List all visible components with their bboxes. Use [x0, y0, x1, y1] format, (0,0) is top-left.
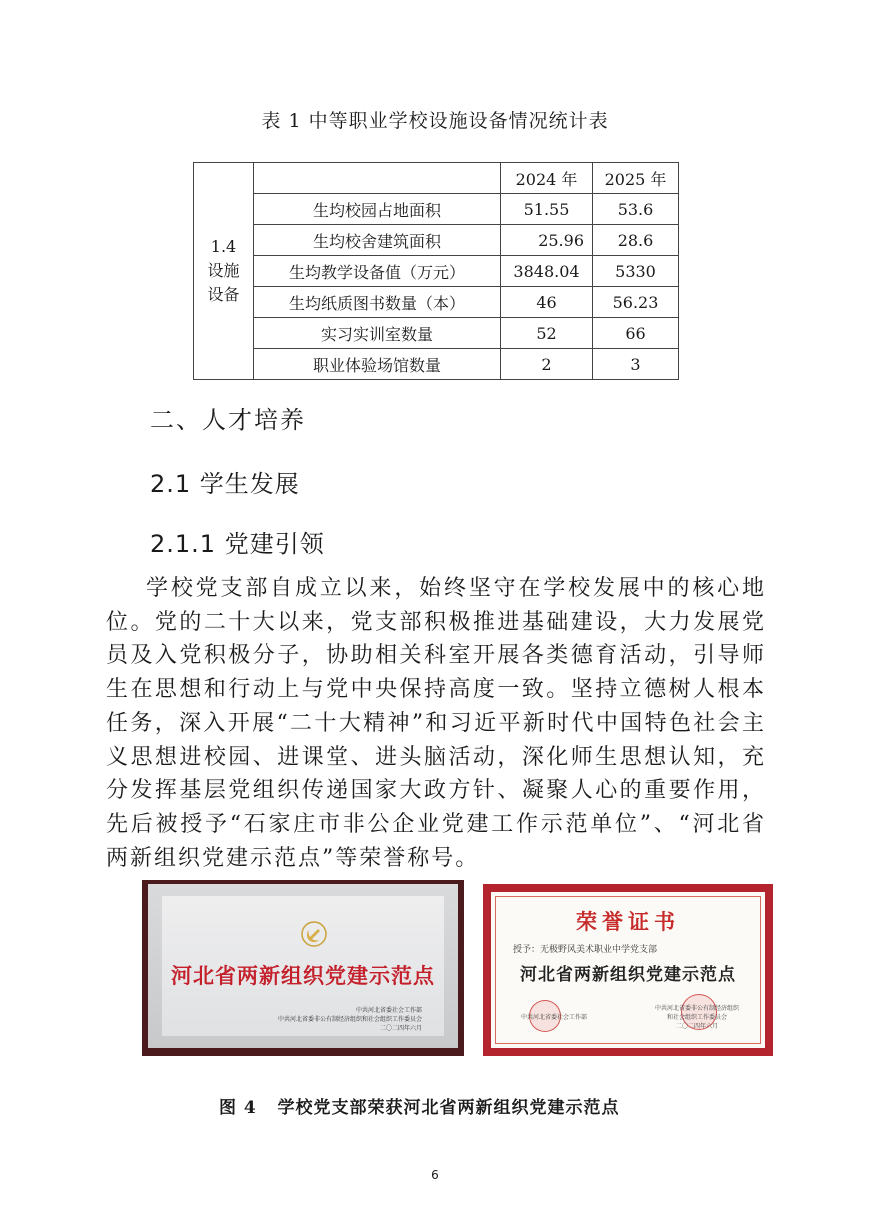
page-number: 6	[431, 1168, 439, 1182]
certificate-issuer-line: 和社会组织工作委员会	[666, 1014, 727, 1021]
row-value-2025: 53.6	[593, 194, 679, 225]
row-item: 生均纸质图书数量（本）	[254, 287, 501, 318]
row-value-2025: 5330	[593, 256, 679, 287]
plaque-title: 河北省两新组织党建示范点	[171, 964, 435, 988]
figure-caption: 图 4 学校党支部荣获河北省两新组织党建示范点	[219, 1098, 620, 1118]
plaque-date: 二〇二四年六月	[379, 1025, 422, 1032]
row-value-2024: 25.96	[501, 225, 593, 256]
row-value-2025: 28.6	[593, 225, 679, 256]
table-row	[194, 256, 679, 287]
party-emblem-icon	[300, 920, 328, 948]
category-line: 设施	[207, 261, 240, 280]
table-row	[194, 318, 679, 349]
certificate-issuer-right	[655, 1004, 739, 1031]
certificate-issuer-line: 中共河北省委非公有制经济组织	[654, 1005, 739, 1012]
certificate-issuer-left: 中共河北省委社会工作部	[521, 1014, 588, 1021]
row-item: 实习实训室数量	[254, 318, 501, 349]
certificate-title: 荣誉证书	[576, 909, 680, 934]
row-value-2025: 56.23	[593, 287, 679, 318]
row-item: 职业体验场馆数量	[254, 349, 501, 380]
row-value-2024: 52	[501, 318, 593, 349]
table-row	[194, 225, 679, 256]
section-heading: 二、人才培养	[150, 406, 306, 434]
plaque-frame	[148, 884, 458, 1048]
table-category-cell	[194, 163, 254, 380]
table-row	[194, 194, 679, 225]
certificate-photo	[483, 884, 773, 1056]
subsection-heading: 2.1 学生发展	[150, 470, 300, 498]
plaque-photo	[142, 880, 464, 1056]
row-value-2025: 3	[593, 349, 679, 380]
sub-subsection-heading: 2.1.1 党建引领	[150, 530, 325, 558]
category-line: 1.4	[210, 237, 237, 256]
row-item: 生均校舍建筑面积	[254, 225, 501, 256]
table-row	[194, 287, 679, 318]
certificate-sheet	[491, 892, 765, 1048]
header-cell-item	[254, 163, 501, 194]
row-value-2024: 3848.04	[501, 256, 593, 287]
body-paragraph: 学校党支部自成立以来，始终坚守在学校发展中的核心地位。党的二十大以来，党支部积极推进基础建设，大力发展党员及入党积极分子，协助相关科室开展各类德育活动，引导师生在思想和行动上与党中央保持高度一致。坚持立德树人根本任务，深入开展“二十大精神”和习近平新时代中国特色社会主义思想进校园、进课堂、进头脑活动，深化师生思想认知，充分发挥基层党组织传递国家大政方针、凝聚人心的重要作用，先后被授予“石家庄市非公企业党建工作示范单位”、“河北省两新组织党建示范点”等荣誉称号。	[106, 576, 766, 871]
table-title: 表 1 中等职业学校设施设备情况统计表	[261, 110, 609, 132]
plaque-issuer-line: 中共河北省委非公有制经济组织和社会组织工作委员会	[277, 1016, 422, 1023]
row-value-2024: 2	[501, 349, 593, 380]
facilities-table	[193, 162, 679, 380]
table-header-row	[194, 163, 679, 194]
row-item: 生均校园占地面积	[254, 194, 501, 225]
certificate-recipient: 授予：无极野风美术职业中学党支部	[513, 945, 658, 955]
row-value-2024: 46	[501, 287, 593, 318]
plaque-issuer-line: 中共河北省委社会工作部	[355, 1007, 422, 1014]
row-value-2024: 51.55	[501, 194, 593, 225]
certificate-award-text: 河北省两新组织党建示范点	[520, 965, 736, 985]
plaque-issuer	[278, 1006, 422, 1033]
row-value-2025: 66	[593, 318, 679, 349]
plaque-surface	[162, 896, 444, 1036]
header-cell-2025: 2025 年	[593, 163, 679, 194]
header-cell-2024: 2024 年	[501, 163, 593, 194]
table-row	[194, 349, 679, 380]
row-item: 生均教学设备值（万元）	[254, 256, 501, 287]
category-line: 设备	[207, 285, 240, 304]
certificate-date: 二〇二四年六月	[675, 1023, 718, 1030]
